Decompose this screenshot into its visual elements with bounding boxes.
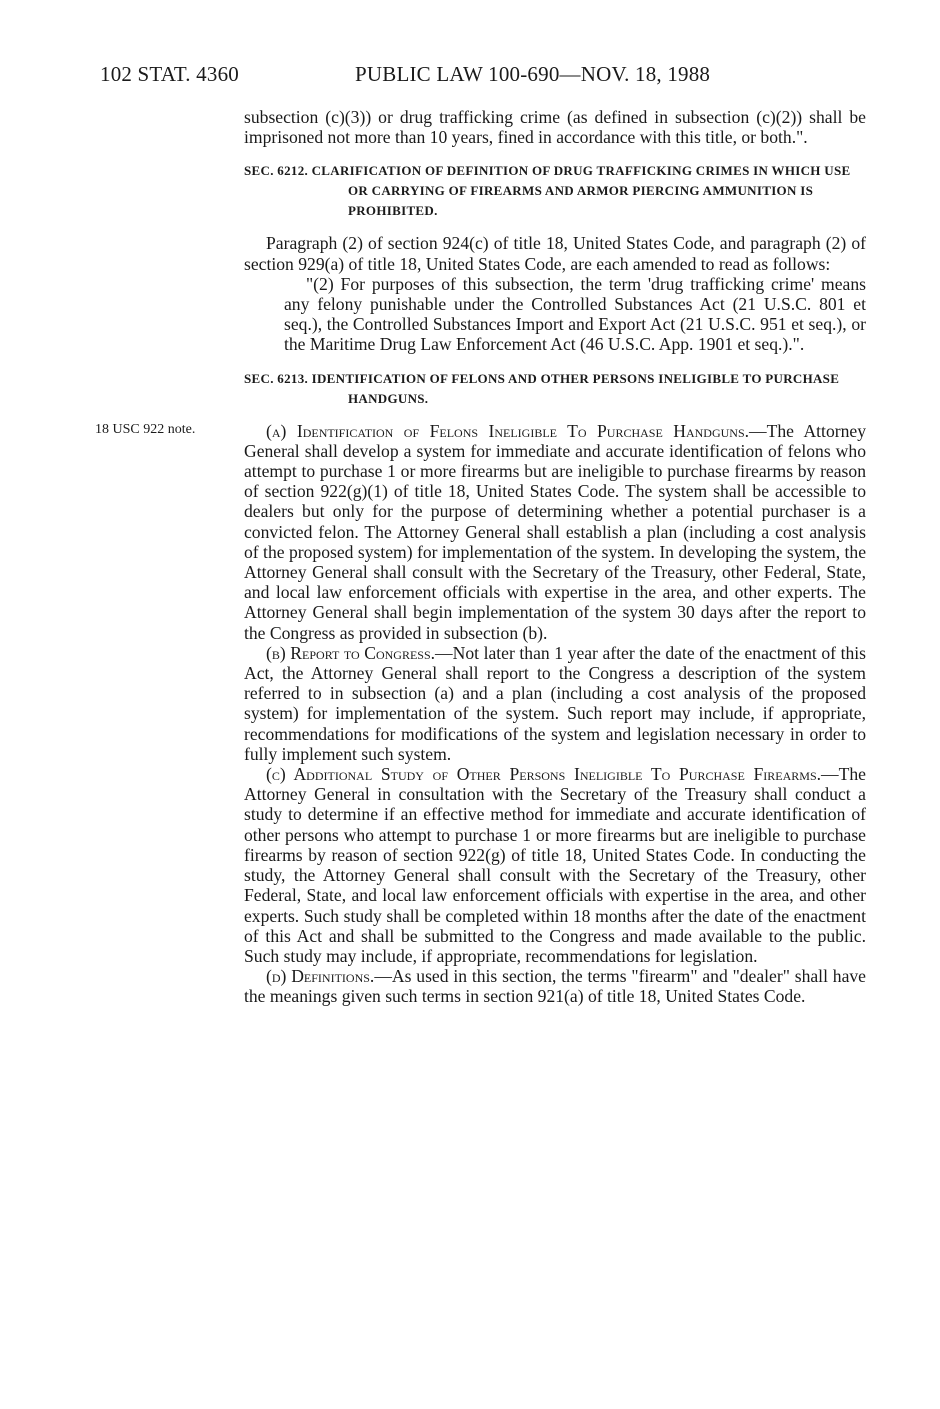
subsection-a: [244, 421, 866, 643]
subsection-d-text: —As used in this section, the terms "firearm" and "dealer" shall have the meanings given such terms in section 921(a) of title 18, United States Code.: [244, 966, 866, 1007]
subsection-a-heading: (a) Identification of Felons Ineligible To Purchase Handguns.: [266, 420, 750, 441]
public-law-title: PUBLIC LAW 100-690—NOV. 18, 1988: [355, 62, 711, 86]
subsection-c: [244, 764, 866, 966]
section-6212-heading: [244, 161, 866, 221]
subsection-d-heading: (d) Definitions.: [266, 966, 375, 987]
section-6212-quoted-text: "(2) For purposes of this subsection, the term 'drug trafficking crime' means any felony punishable under the Controlled Substances Act (21 U.S.C. 801 et seq.), the Controlled Substances Import and Export Act (21 U.S.C. 951 et seq.), or the Maritime Drug Law Enforcement Act (46 U.S.C. App. 1901 et seq.).".: [284, 273, 866, 355]
subsection-d: [244, 966, 866, 1006]
section-6212-label: SEC. 6212.: [244, 163, 309, 179]
section-6212-paragraph: Paragraph (2) of section 924(c) of title 18, United States Code, and paragraph (2) of section 929(a) of title 18, United States Code, are each amended to read as follows:: [244, 233, 866, 274]
section-6213-label: SEC. 6213.: [244, 370, 309, 386]
subsection-b: [244, 643, 866, 764]
subsection-b-heading: (b) Report to Congress.: [266, 642, 436, 663]
margin-note: 18 USC 922 note.: [95, 422, 196, 437]
subsection-a-text: —The Attorney General shall develop a system for immediate and accurate identification of felons who attempt to purchase 1 or more firearms but are ineligible to purchase firearms by reason of section 922(g)(1) of title 18, United States Code. The system shall be accessible to dealers but only for the purpose of determining whether a potential purchaser is a convicted felon. The Attorney General shall establish a plan (including a cost analysis of the proposed system) for implementation of the system. In developing the system, the Attorney General shall consult with the Secretary of the Treasury, other Federal, State, and local law enforcement officials with expertise in the area, and other experts. The Attorney General shall begin implementation of the system 30 days after the report to the Congress as provided in subsection (b).: [244, 420, 867, 643]
section-6213-heading: [244, 369, 866, 409]
section-6213-title: IDENTIFICATION OF FELONS AND OTHER PERSONS INELIGIBLE TO PURCHASE HANDGUNS.: [311, 370, 840, 406]
subsection-c-text: —The Attorney General in consultation with the Secretary of the Treasury shall conduct a study to determine if an effective method for immediate and accurate identification of other persons who attempt to purchase 1 or more firearms but are ineligible to purchase firearms by reason of section 922(g) of title 18, United States Code. In conducting the study, the Attorney General shall consult with the Secretary of the Treasury, other Federal, State, and local law enforcement officials with expertise in the area, and other experts. Such study shall be completed within 18 months after the date of the enactment of this Act and shall be submitted to the Congress and made available to the public. Such study may include, if appropriate, recommendations for legislation.: [244, 764, 866, 966]
subsection-b-text: —Not later than 1 year after the date of the enactment of this Act, the Attorney General shall report to the Congress a description of the system referred to in subsection (a) and a plan (including a cost analysis of the proposed system) for implementation of the system. Such report may include, if appropriate, recommendations for modifications of the system and legislation necessary in order to fully implement such system.: [244, 642, 867, 764]
continuation-paragraph: subsection (c)(3)) or drug trafficking crime (as defined in subsection (c)(2)) shall be imprisoned not more than 10 years, fined in accordance with this title, or both.".: [244, 107, 866, 148]
statute-page-number: 102 STAT. 4360: [100, 62, 239, 86]
section-6212-title: CLARIFICATION OF DEFINITION OF DRUG TRAFFICKING CRIMES IN WHICH USE OR CARRYING OF FIREARMS AND ARMOR PIERCING AMMUNITION IS PROHIBITED.: [311, 163, 851, 219]
document-body: [244, 107, 866, 1007]
subsection-c-heading: (c) Additional Study of Other Persons Ineligible To Purchase Firearms.: [266, 764, 822, 785]
